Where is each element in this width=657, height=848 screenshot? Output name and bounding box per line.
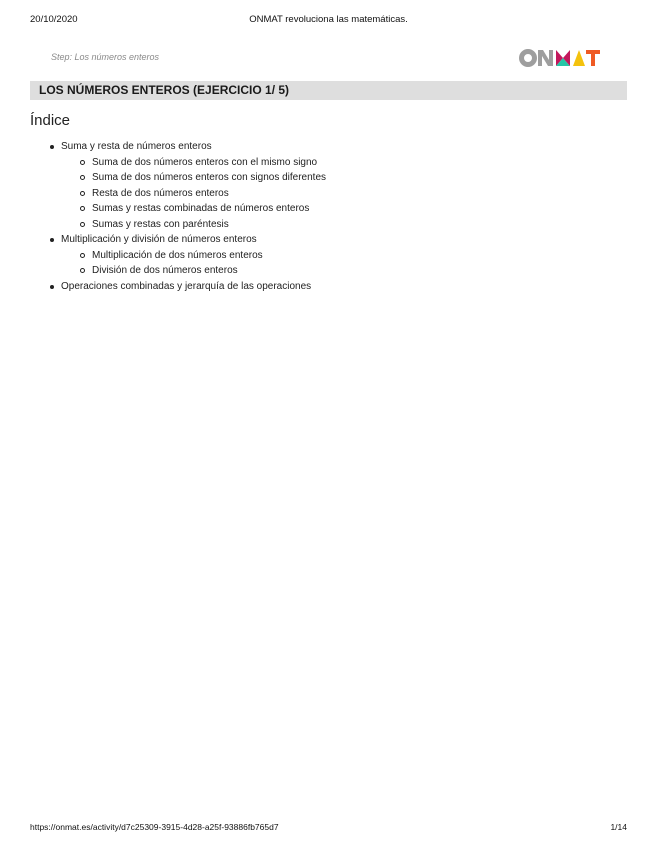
- index-heading: Índice: [30, 112, 71, 129]
- section-title: LOS NÚMEROS ENTEROS (EJERCICIO 1/ 5): [39, 83, 290, 97]
- toc-subitem[interactable]: Sumas y restas combinadas de números enteros: [30, 201, 326, 217]
- print-title: ONMAT revoluciona las matemáticas.: [249, 14, 408, 25]
- toc-item[interactable]: Suma y resta de números enteros: [30, 139, 326, 155]
- toc-subitem[interactable]: Sumas y restas con paréntesis: [30, 217, 326, 233]
- print-header: [30, 14, 627, 28]
- toc-subitem[interactable]: Resta de dos números enteros: [30, 186, 326, 202]
- print-date: 20/10/2020: [30, 14, 78, 25]
- page-url: https://onmat.es/activity/d7c25309-3915-4d28-a25f-93886fb765d7: [30, 822, 279, 832]
- section-banner: [30, 81, 627, 100]
- toc-subitem[interactable]: Multiplicación de dos números enteros: [30, 248, 326, 264]
- onmat-logo: [519, 48, 601, 68]
- table-of-contents: [30, 139, 326, 294]
- toc-item[interactable]: Operaciones combinadas y jerarquía de las operaciones: [30, 279, 326, 295]
- step-label: Step: Los números enteros: [51, 52, 160, 62]
- toc-subitem[interactable]: Suma de dos números enteros con el mismo signo: [30, 155, 326, 171]
- toc-subitem[interactable]: Suma de dos números enteros con signos diferentes: [30, 170, 326, 186]
- toc-item[interactable]: Multiplicación y división de números enteros: [30, 232, 326, 248]
- page-number: 1/14: [610, 822, 627, 832]
- print-footer: [30, 822, 627, 834]
- toc-subitem[interactable]: División de dos números enteros: [30, 263, 326, 279]
